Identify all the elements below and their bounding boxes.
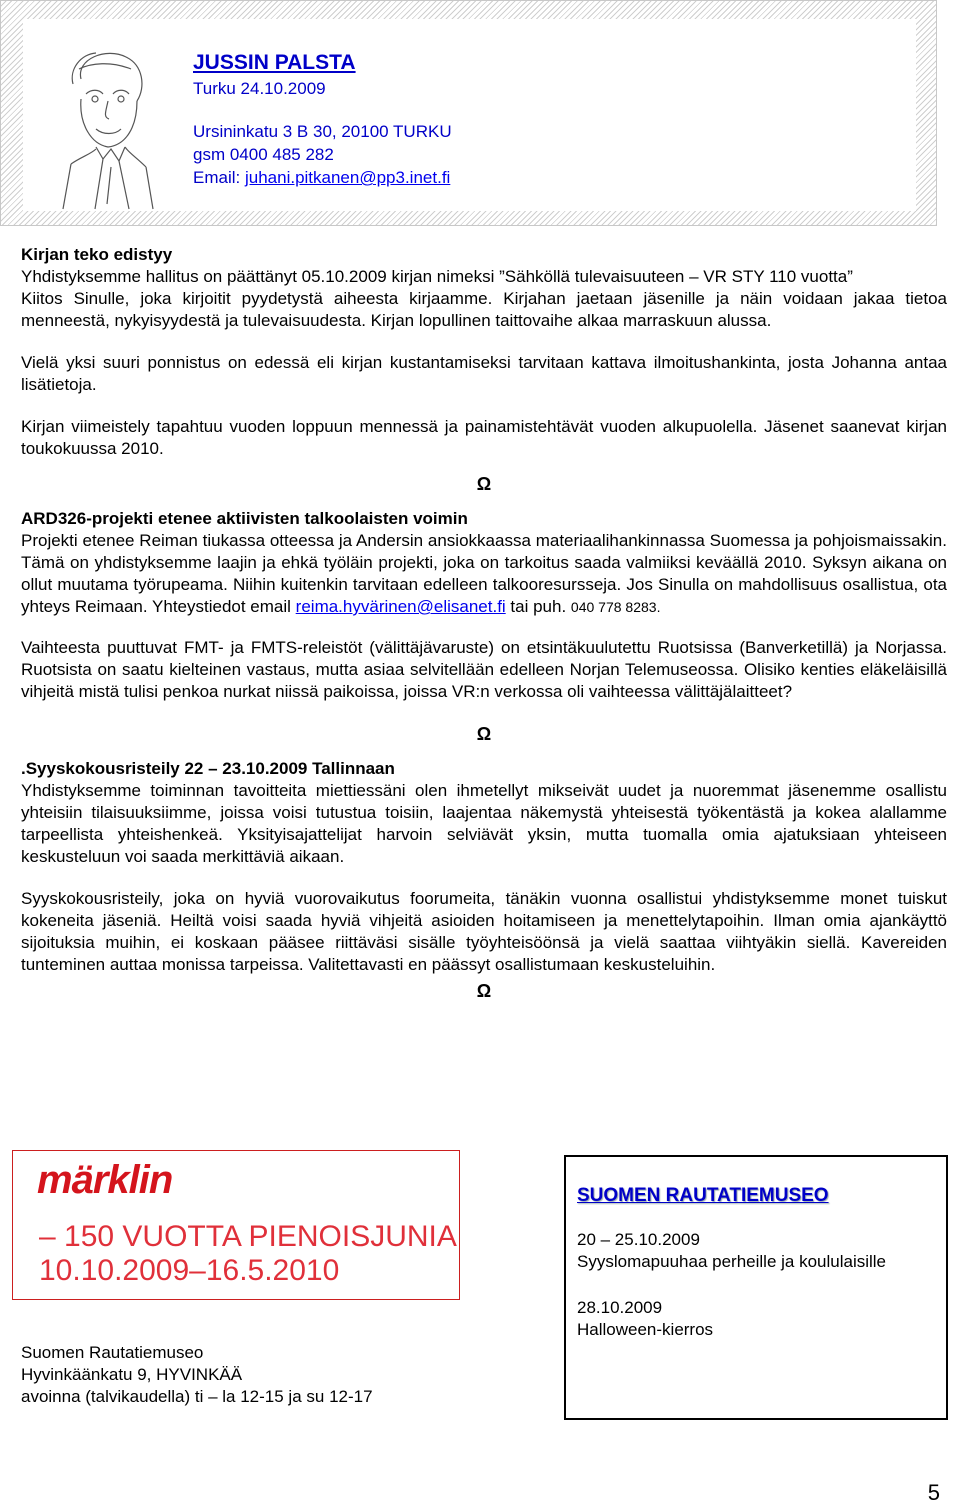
section-divider-omega: Ω [476,474,492,494]
ard326-paragraph-1 [21,530,947,618]
museum-name: Suomen Rautatiemuseo [21,1343,204,1362]
book-paragraph-1: Yhdistyksemme hallitus on päättänyt 05.10.2009 kirjan nimeksi ”Sähköllä tulevaisuuteen – VR STY 110 vuotta” [21,267,853,286]
column-title: JUSSIN PALSTA [193,51,356,74]
event-1-date: 20 – 25.10.2009 [577,1230,700,1249]
ard326-text: Projekti etenee Reiman tiukassa otteessa ja Andersin ansiokkaassa materiaalihankinnassa Suomessa ja pohjoismaissakin. Tämä on yhdistyksemme laajin ja ehkä työläin projekti, joka on tarkoitus saada valmiiksi keväällä 2010. Syksyn aikana on ollut muutama työrupeama. Niihin kuitenkin tarvitaan edelleen talkooresursseja. Jos Sinulla on mahdollisuus osallistua, ota yhteys Reimaan. Yhteystiedot email [21,531,947,616]
event-2-date: 28.10.2009 [577,1298,663,1317]
header-text [193,51,452,189]
museum-events-box [564,1155,948,1420]
tai-puh-text: tai puh. [505,597,571,616]
museum-events [577,1229,935,1341]
reima-email-link[interactable]: reima.hyvärinen@elisanet.fi [295,597,506,616]
reima-phone: 040 778 8283. [570,599,661,615]
header-panel [23,19,916,211]
marklin-logo: märklin [37,1158,173,1202]
header-email-line [193,166,452,189]
marklin-dates: 10.10.2009–16.5.2010 [39,1254,340,1287]
email-link[interactable]: juhani.pitkanen@pp3.inet.fi [244,168,451,187]
ard326-paragraph-2: Vaihteesta puuttuvat FMT- ja FMTS-releistöt (välittäjävaruste) on etsintäkuulutettu Ruotsissa (Banverketillä) ja Norjassa. Ruotsista on saatu kielteinen vastaus, mutta asiaa selvitellään edelleen Norjan Telemuseossa. Olisiko kenties eläkeläisillä vihjeitä mistä tulisi penkoa nurkat niissä paikoissa, joissa VR:n verkossa oli vaihteessa välittäjälaitteet? [21,638,947,701]
event-2-name: Halloween-kierros [577,1320,714,1339]
museum-street: Hyvinkäänkatu 9, HYVINKÄÄ [21,1365,243,1384]
museum-address [21,1342,373,1408]
header-frame [0,0,937,226]
section-heading-cruise: .Syyskokousristeily 22 – 23.10.2009 Tallinnaan [21,759,395,778]
marklin-tagline: – 150 VUOTTA PIENOISJUNIA [39,1220,457,1253]
section-divider-omega: Ω [476,981,492,1001]
book-paragraph-4: Kirjan viimeistely tapahtuu vuoden loppuun mennessä ja painamistehtävät vuoden alkupuolella. Jäsenet saanevat kirjan toukokuussa 2010. [21,417,947,458]
section-divider-omega: Ω [476,724,492,744]
cruise-paragraph-1: Yhdistyksemme toiminnan tavoitteita miettiessäni olen ihmetellyt mikseivät uudet ja nuoremmat jäsenemme osallistu yhteisiin tilaisuuksiimme, joissa voisi tutustua toisiin, laajentaa näkemystä yhteisestä työkentästä ja kokea alallamme tarpeellista yhteishenkeä. Yksityisajattelijat harvoin selviävät yksin, mutta tuomalla omia ajatuksiaan yhteiseen keskusteluun voi saada merkittäviä aikaan. [21,781,947,866]
portrait-drawing [51,39,161,214]
museum-hours: avoinna (talvikaudella) ti – la 12-15 ja su 12-17 [21,1387,373,1406]
book-paragraph-3: Vielä yksi suuri ponnistus on edessä eli kirjan kustantamiseksi tarvitaan kattava ilmoitushankinta, josta Johanna antaa lisätietoja. [21,353,947,394]
header-address: Ursininkatu 3 B 30, 20100 TURKU [193,122,452,141]
event-1-name: Syyslomapuuhaa perheille ja koululaisille [577,1252,887,1271]
book-paragraph-2: Kiitos Sinulle, joka kirjoitit pyydetystä aiheesta kirjaamme. Kirjahan jaetaan jäsenille ja näin voidaan jakaa tietoa menneestä, nykyisyydestä ja tulevaisuudesta. Kirjan lopullinen taittovaihe alkaa marraskuun alussa. [21,289,947,330]
article-body [21,244,947,1002]
email-label: Email: [193,168,245,187]
marklin-ad [12,1150,460,1300]
page-number: 5 [927,1480,940,1505]
header-date: Turku 24.10.2009 [193,79,326,98]
cruise-paragraph-2: Syyskokousristeily, joka on hyviä vuorovaikutus foorumeita, tänäkin vuonna osallistui yhdistyksemme monet tuiskut kokeneita jäseniä. Heiltä voisi saada hyviä vihjeitä asioiden hoitamiseen ja menettelytapoihin. Ilman omia ajankäyttö sijoituksia muihin, ei koskaan pääsee riittäväsi sisälle työyhteisöönsä ja vielä saattaa viihtyäkin siellä. Kavereiden tunteminen auttaa monissa tarpeissa. Valitettavasti en päässyt osallistumaan keskusteluihin. [21,889,947,974]
section-heading-ard326: ARD326-projekti etenee aktiivisten talkoolaisten voimin [21,509,468,528]
header-phone: gsm 0400 485 282 [193,145,334,164]
museum-title: SUOMEN RAUTATIEMUSEO [577,1185,829,1206]
section-heading-book: Kirjan teko edistyy [21,245,173,264]
